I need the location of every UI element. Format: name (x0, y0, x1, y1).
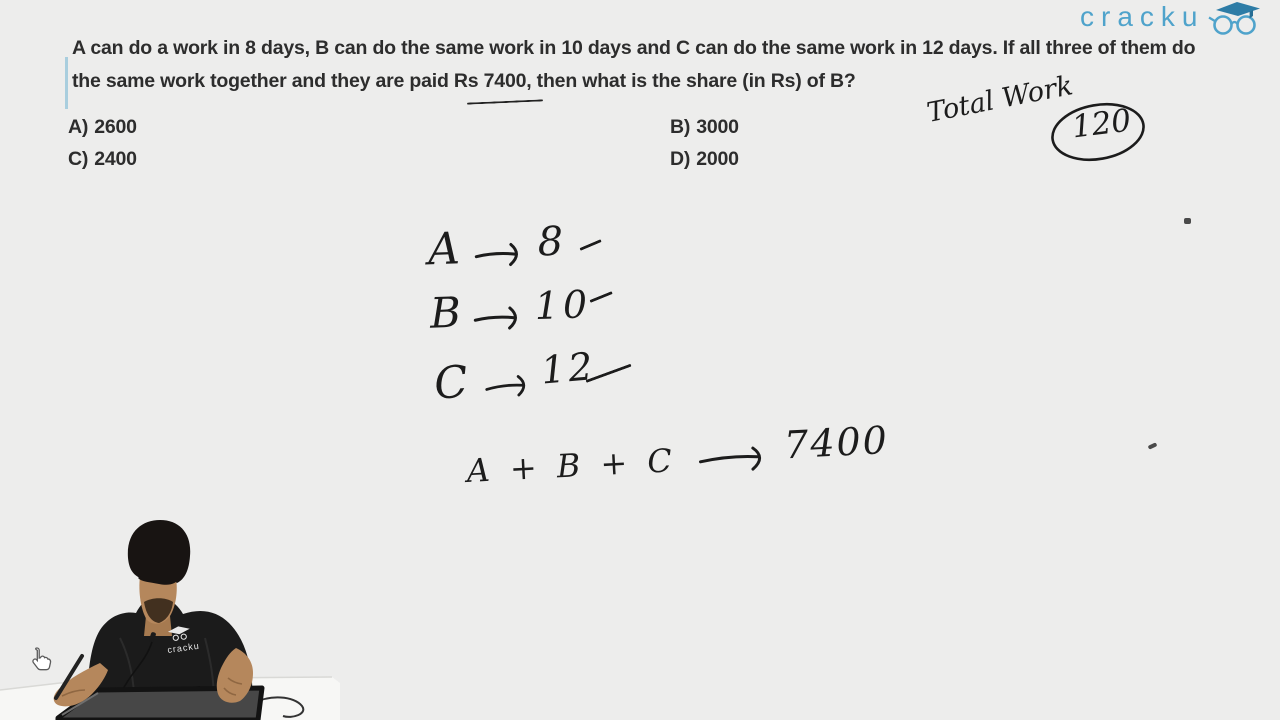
handwritten-total-work-label: Total Work (924, 70, 1076, 129)
brand-logo (1080, 0, 1264, 38)
option-value: 2600 (94, 116, 137, 138)
option-key: B) (670, 116, 691, 138)
handwritten-total-work-value: 120 (1069, 102, 1134, 146)
work-line-lhs: A (427, 223, 461, 276)
arrow-right-icon (483, 371, 535, 401)
work-line-c (432, 344, 598, 410)
option-b (670, 116, 739, 139)
shirt-logo-text: cracku (166, 640, 201, 656)
graduation-cap-glasses-icon (1206, 0, 1264, 38)
work-line-lhs: A + B + C (465, 441, 678, 491)
arrow-right-icon (473, 304, 528, 332)
option-key: D) (670, 148, 691, 170)
work-line-rhs: 12 (539, 344, 598, 393)
stray-pen-mark (1184, 218, 1191, 224)
presenter-photo (0, 518, 340, 720)
work-line-a (427, 218, 564, 276)
work-line-b (429, 282, 592, 338)
option-key: A) (68, 116, 89, 138)
option-c (68, 148, 137, 171)
tick-mark (589, 291, 612, 303)
stray-pen-mark (1148, 442, 1158, 449)
work-line-rhs: 7400 (783, 417, 890, 468)
underline-annotation (467, 99, 543, 104)
option-value: 3000 (696, 116, 739, 138)
work-line-lhs: B (429, 287, 462, 338)
arrow-right-icon (474, 241, 529, 269)
option-key: C) (68, 148, 89, 170)
tick-mark (579, 239, 601, 251)
cursor-hand-icon (28, 646, 52, 674)
question-accent-bar (65, 57, 68, 109)
option-value: 2000 (696, 148, 739, 170)
arrow-right-icon (698, 443, 773, 475)
option-d (670, 148, 739, 171)
work-line-total (465, 417, 890, 491)
option-a (68, 116, 137, 139)
question-line-2: the same work together and they are paid Rs 7400, then what is the share (in Rs) of B? (72, 70, 856, 92)
question-line-1: A can do a work in 8 days, B can do the same work in 10 days and C can do the same work in 12 days. If all three of them do (72, 37, 1196, 59)
option-value: 2400 (94, 148, 137, 170)
brand-logo-text: cracku (1080, 1, 1205, 32)
work-line-lhs: C (432, 356, 471, 410)
work-line-rhs: 8 (536, 218, 564, 266)
work-line-rhs: 10 (533, 282, 592, 329)
